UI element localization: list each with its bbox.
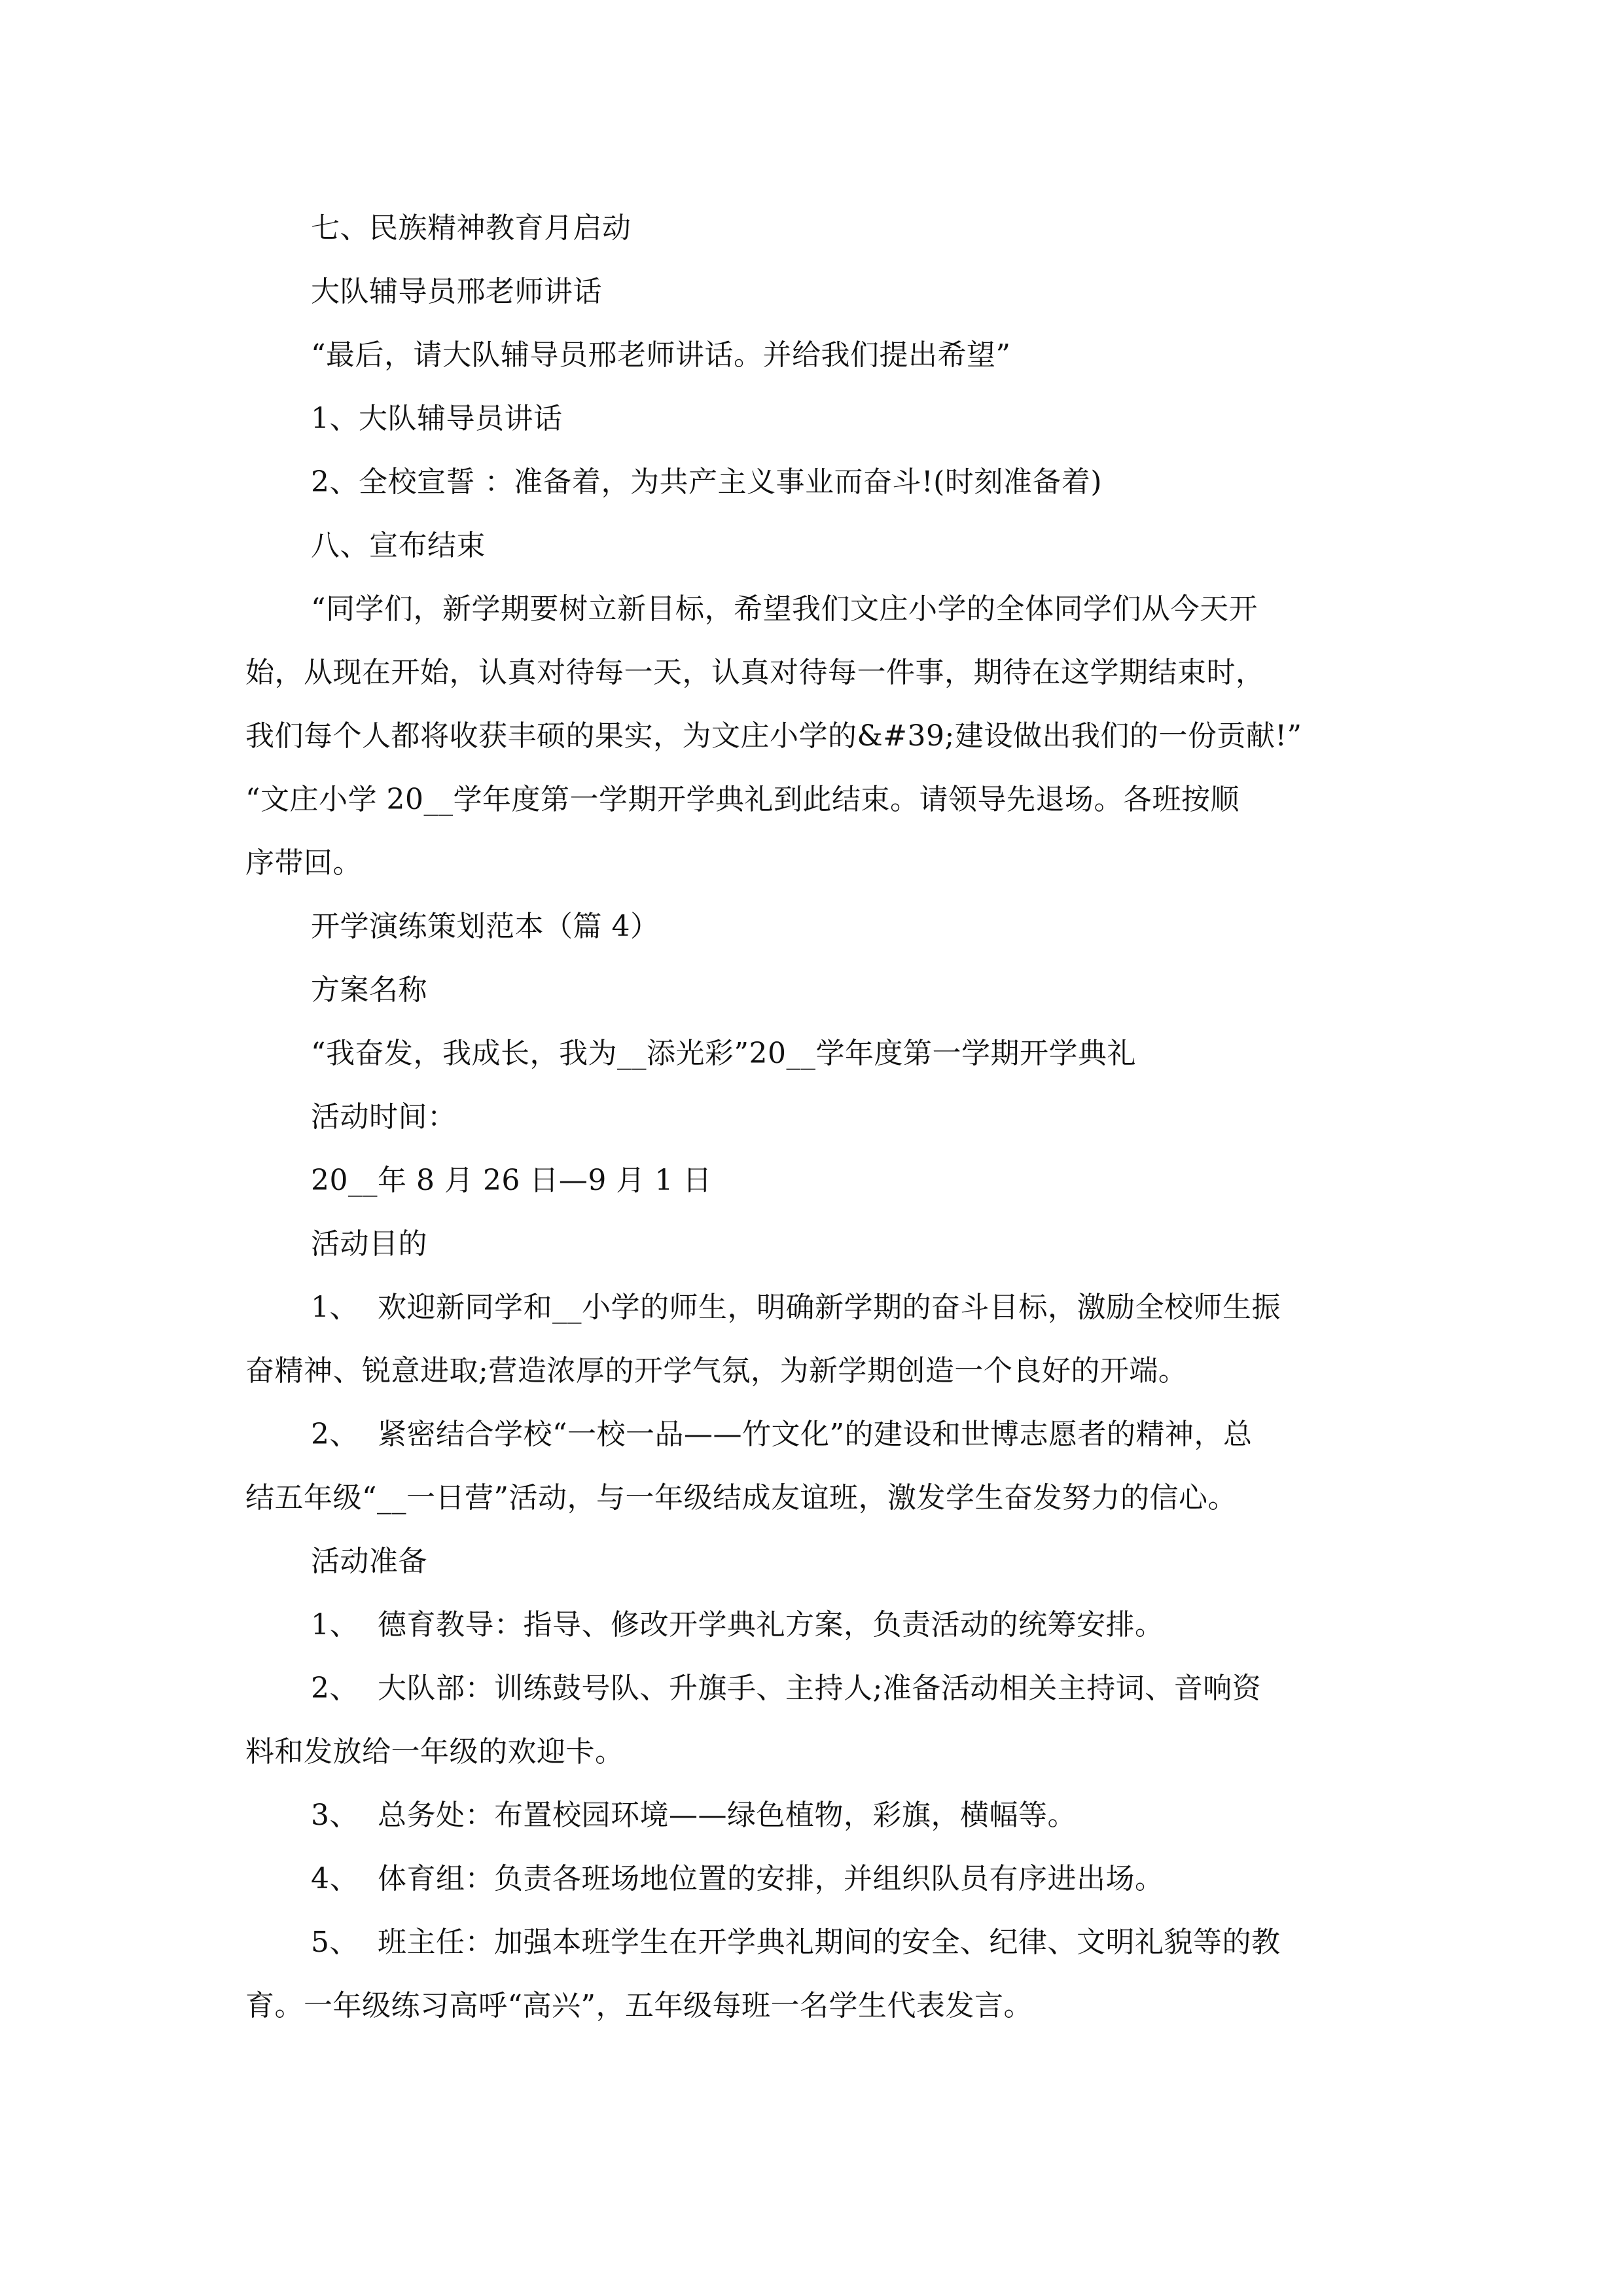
list-item: 2、全校宣誓 ：准备着，为共产主义事业而奋斗!(时刻准备着): [311, 465, 1102, 499]
article-title: 开学演练策划范本（篇 4）: [311, 910, 660, 943]
list-item-continuation: 奋精神、锐意进取;营造浓厚的开学气氛，为新学期创造一个良好的开端。: [245, 1354, 1188, 1388]
subheading-plan-name: 方案名称: [311, 973, 427, 1007]
paragraph-line: “最后，请大队辅导员邢老师讲话。并给我们提出希望”: [311, 338, 1011, 372]
subheading-activity-purpose: 活动目的: [311, 1227, 427, 1261]
list-item: 3、 总务处：布置校园环境——绿色植物，彩旗，横幅等。: [311, 1799, 1077, 1832]
list-item: 1、 欢迎新同学和__小学的师生，明确新学期的奋斗目标，激励全校师生振: [311, 1291, 1281, 1324]
subheading-counselor-speech: 大队辅导员邢老师讲话: [311, 275, 602, 308]
list-item: 5、 班主任：加强本班学生在开学典礼期间的安全、纪律、文明礼貌等的教: [311, 1926, 1281, 1959]
list-item: 1、 德育教导：指导、修改开学典礼方案，负责活动的统筹安排。: [311, 1608, 1164, 1641]
paragraph-line: 20__年 8 月 26 日—9 月 1 日: [311, 1164, 712, 1197]
list-item: 2、 大队部：训练鼓号队、升旗手、主持人;准备活动相关主持词、音响资: [311, 1672, 1262, 1705]
section-heading-7: 七、民族精神教育月启动: [311, 211, 632, 245]
paragraph-line: “同学们，新学期要树立新目标，希望我们文庄小学的全体同学们从今天开: [311, 592, 1258, 626]
paragraph-line: “我奋发，我成长，我为__添光彩”20__学年度第一学期开学典礼: [311, 1037, 1136, 1070]
subheading-activity-preparation: 活动准备: [311, 1545, 427, 1578]
document-body: [245, 196, 1397, 2037]
paragraph-line: 序带回。: [245, 846, 362, 880]
section-heading-8: 八、宣布结束: [311, 529, 486, 562]
list-item-continuation: 育。一年级练习高呼“高兴”，五年级每班一名学生代表发言。: [245, 1989, 1033, 2022]
list-item-continuation: 料和发放给一年级的欢迎卡。: [245, 1735, 624, 1768]
list-item: 1、大队辅导员讲话: [311, 402, 563, 435]
paragraph-line: “文庄小学 20__学年度第一学期开学典礼到此结束。请领导先退场。各班按顺: [245, 783, 1240, 816]
subheading-activity-time: 活动时间：: [311, 1100, 457, 1134]
list-item: 2、 紧密结合学校“一校一品——竹文化”的建设和世博志愿者的精神，总: [311, 1418, 1253, 1451]
paragraph-line: 始，从现在开始，认真对待每一天，认真对待每一件事，期待在这学期结束时，: [245, 656, 1265, 689]
paragraph-line: 我们每个人都将收获丰硕的果实，为文庄小学的&#39;建设做出我们的一份贡献!”: [245, 719, 1302, 753]
list-item: 4、 体育组：负责各班场地位置的安排，并组织队员有序进出场。: [311, 1862, 1164, 1895]
list-item-continuation: 结五年级“__一日营”活动，与一年级结成友谊班，激发学生奋发努力的信心。: [245, 1481, 1237, 1515]
